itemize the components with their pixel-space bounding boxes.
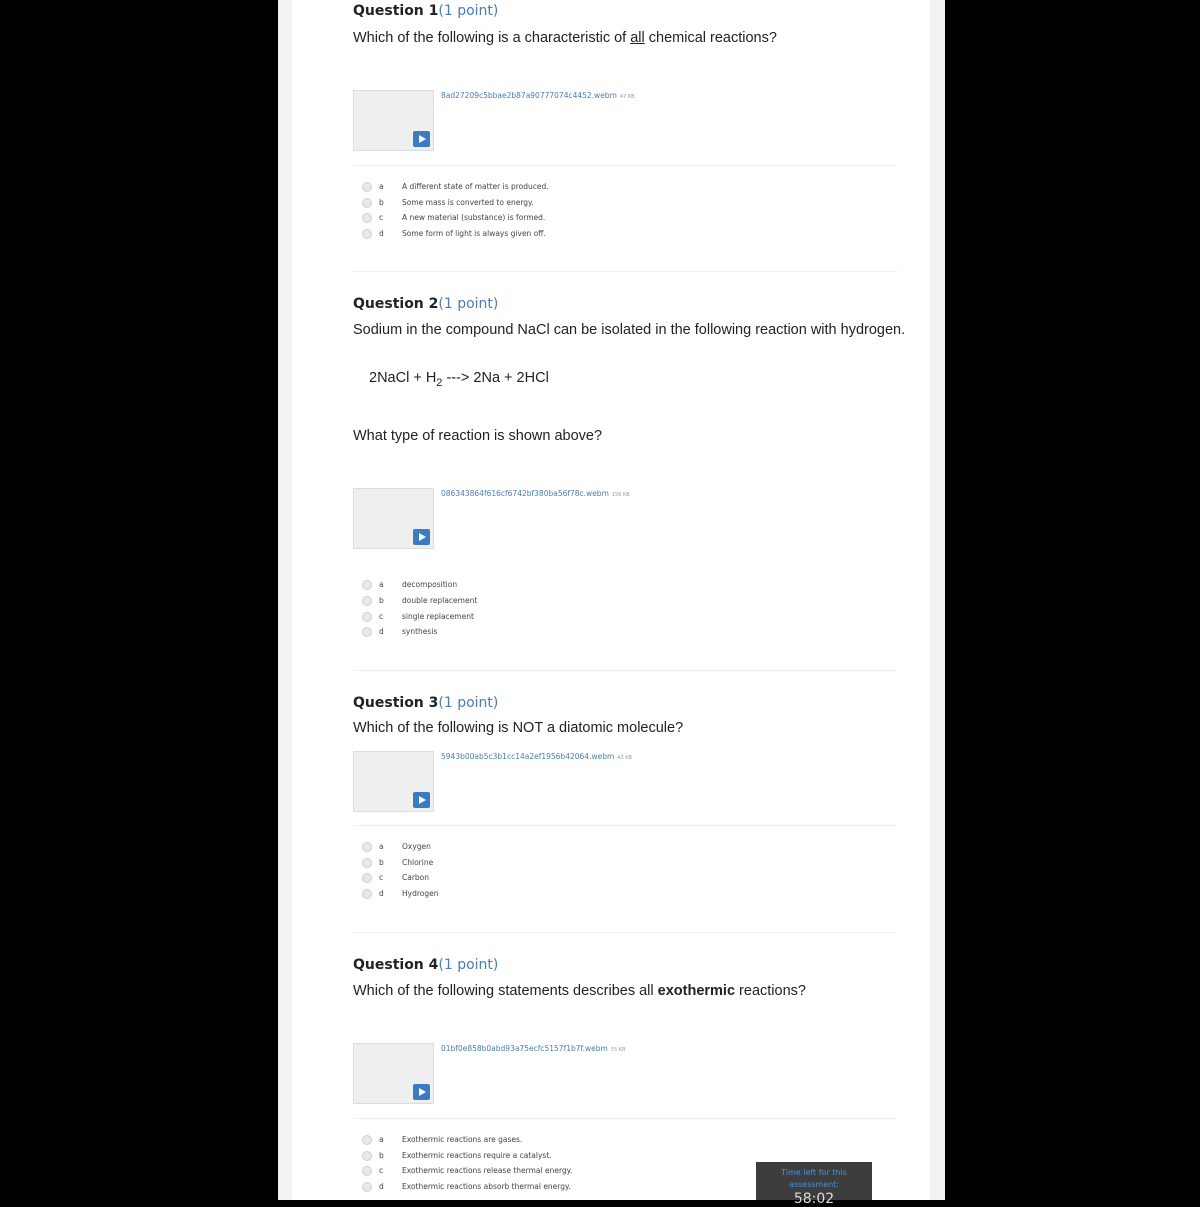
file-size: 55 KB <box>610 1047 626 1053</box>
video-thumbnail[interactable] <box>353 90 434 151</box>
question-3-prompt: Which of the following is NOT a diatomic molecule? <box>353 720 684 736</box>
radio-button[interactable] <box>362 1182 372 1192</box>
divider <box>353 932 897 933</box>
question-2-header <box>353 295 913 313</box>
radio-button[interactable] <box>362 182 372 192</box>
video-thumbnail[interactable] <box>353 751 434 812</box>
question-1-header <box>353 2 913 20</box>
media-file-link[interactable]: 086343864f616cf6742bf380ba56f78c.webm 156 KB <box>441 489 630 498</box>
question-points: (1 point) <box>438 695 499 711</box>
question-4-header <box>353 956 913 974</box>
timer-label: Time left for this assessment: <box>781 1168 847 1189</box>
question-2-prompt-2: What type of reaction is shown above? <box>353 428 603 444</box>
bold-word: exothermic <box>657 983 736 999</box>
radio-button[interactable] <box>362 596 372 606</box>
play-icon[interactable] <box>413 131 430 147</box>
divider <box>353 1118 897 1119</box>
play-icon[interactable] <box>413 1084 430 1100</box>
radio-button[interactable] <box>362 858 372 868</box>
timer-value: 58:02 <box>793 1191 835 1207</box>
media-file-link[interactable]: 8ad27209c5bbae2b87a90777074c4452.webm 47 KB <box>441 91 635 100</box>
question-points: (1 point) <box>438 296 499 312</box>
chemical-equation: 2NaCl + $H_2$ ---> 2Na + 2HCl <box>369 370 549 389</box>
radio-button[interactable] <box>362 229 372 239</box>
radio-button[interactable] <box>362 1135 372 1145</box>
question-title: Question 3(1 point) <box>353 695 499 711</box>
radio-button[interactable] <box>362 842 372 852</box>
radio-button[interactable] <box>362 213 372 223</box>
question-2-prompt: Sodium in the compound NaCl can be isolated in the following reaction with hydrogen. <box>353 322 906 338</box>
assessment-card: Question 1(1 point) Which of the following is a characteristic of all chemical reactions? 8ad27209c5bbae2b87a90777074c4452.webm 47 KB a A different state of matter is produced. b Some mass is converted to energy. c A new material (substance) is formed. d Some form of light is always given off. Question 2(1 point) Sodium in the compound NaCl can be isolated in the following reaction with hydrogen. 2NaCl + $H_2$ ---> 2Na + 2HCl What type of reaction is shown above? 086343864f616cf6742bf380ba56f78c.webm 156 KB a decomposition b double replacement c single replacement d synthesis Question 3(1 point) Which of the following is NOT a diatomic molecule? 5943b00ab5c3b1cc14a2ef1956b42064.webm 43 KB a Oxygen b Chlorine c Carbon d Hydrogen Question 4(1 point) Which of the following statements describes all exothermic reactions? 01bf0e858b0abd93a75ecfc5157f1b7f.webm 55 KB a Exothermic reactions are gases. b Exothermic reactions require a catalyst. c Exothermic reactions release thermal energy. d Exothermic reactions absorb thermal energy. <box>292 0 930 1200</box>
divider <box>353 271 897 272</box>
video-thumbnail[interactable] <box>353 1043 434 1104</box>
question-points: (1 point) <box>438 957 499 973</box>
radio-button[interactable] <box>362 873 372 883</box>
question-1-prompt: Which of the following is a characteristic of all chemical reactions? <box>353 30 777 46</box>
video-thumbnail[interactable] <box>353 488 434 549</box>
radio-button[interactable] <box>362 1151 372 1161</box>
radio-button[interactable] <box>362 627 372 637</box>
media-file-link[interactable]: 5943b00ab5c3b1cc14a2ef1956b42064.webm 43 KB <box>441 752 632 761</box>
time-left-panel <box>756 1162 872 1207</box>
media-file-link[interactable]: 01bf0e858b0abd93a75ecfc5157f1b7f.webm 55 KB <box>441 1044 626 1053</box>
radio-button[interactable] <box>362 889 372 899</box>
question-points: (1 point) <box>438 3 499 19</box>
radio-button[interactable] <box>362 612 372 622</box>
file-size: 43 KB <box>617 755 632 761</box>
divider <box>353 165 897 166</box>
radio-button[interactable] <box>362 1166 372 1176</box>
file-size: 156 KB <box>611 492 630 498</box>
question-3-header <box>353 694 913 712</box>
question-4-prompt: Which of the following statements describes all exothermic reactions? <box>353 983 806 999</box>
question-title: Question 2(1 point) <box>353 296 499 312</box>
radio-button[interactable] <box>362 580 372 590</box>
question-title: Question 4(1 point) <box>353 957 499 973</box>
question-title: Question 1(1 point) <box>353 3 499 19</box>
play-icon[interactable] <box>413 792 430 808</box>
divider <box>353 670 897 671</box>
play-icon[interactable] <box>413 529 430 545</box>
radio-button[interactable] <box>362 198 372 208</box>
page-background <box>278 0 945 1200</box>
divider <box>353 825 897 826</box>
underlined-word: all <box>630 30 645 46</box>
file-size: 47 KB <box>619 94 635 100</box>
